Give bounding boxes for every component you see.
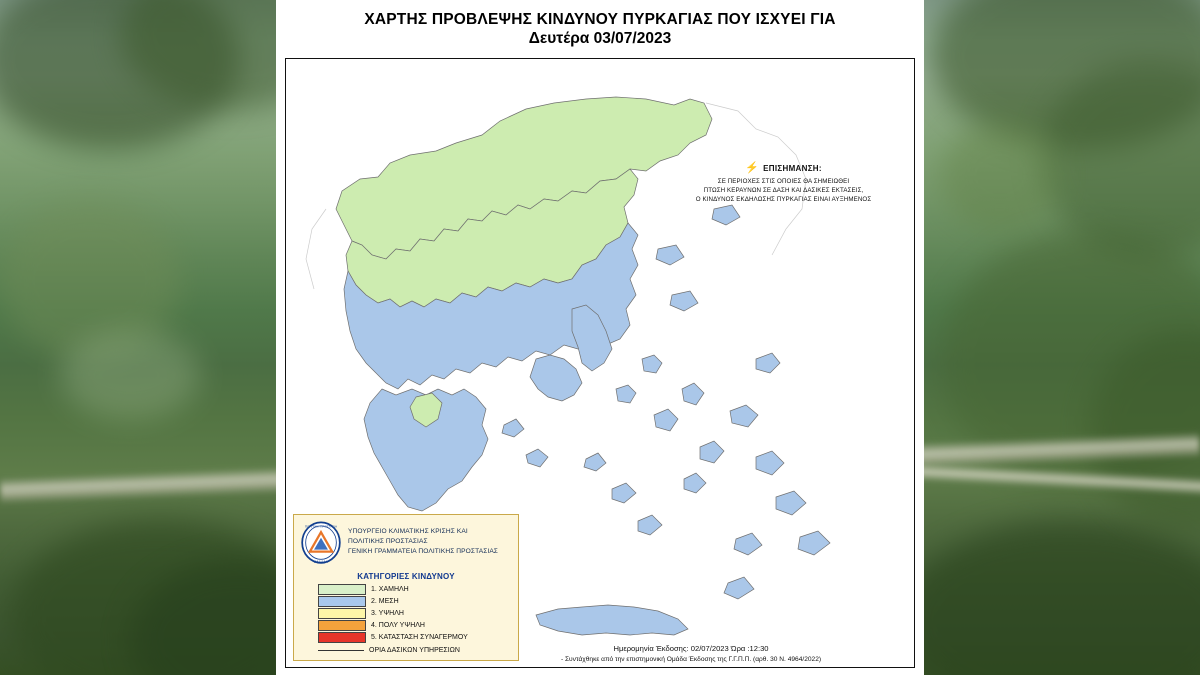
legend-item-3	[318, 608, 512, 619]
legend-header	[300, 521, 512, 567]
legend-item-4	[318, 620, 512, 631]
legend-swatch-5	[318, 632, 366, 643]
organization-name	[348, 521, 498, 557]
note-heading: ΕΠΙΣΗΜΑΝΣΗ:	[763, 164, 822, 173]
note-heading-row	[676, 163, 891, 174]
legend-label-3: 3. ΥΨΗΛΗ	[371, 610, 404, 617]
legend-label-5: 5. ΚΑΤΑΣΤΑΣΗ ΣΥΝΑΓΕΡΜΟΥ	[371, 634, 468, 641]
svg-text:ΠΟΛΙΤΙΚΗ ΠΡΟΣΤΑΣΙΑ: ΠΟΛΙΤΙΚΗ ΠΡΟΣΤΑΣΙΑ	[304, 524, 338, 529]
lightning-bolt-icon: ⚡	[745, 162, 760, 174]
credit-line: - Συντάχθηκε από την επιστημονική Ομάδα Έκδοσης της Γ.Γ.Π.Π. (αρθ. 30 Ν. 4964/2022)	[560, 656, 822, 663]
legend-title: ΚΑΤΗΓΟΡΙΕΣ ΚΙΝΔΥΝΟΥ	[357, 572, 455, 581]
legend-rows	[300, 584, 512, 643]
legend-label-1: 1. ΧΑΜΗΛΗ	[371, 586, 409, 593]
note-body-line-3: Ο ΚΙΝΔΥΝΟΣ ΕΚΔΗΛΩΣΗΣ ΠΥΡΚΑΓΙΑΣ ΕΙΝΑΙ ΑΥΞΗΜΕΝΟΣ	[695, 195, 872, 203]
civil-protection-logo-icon	[300, 521, 342, 567]
lightning-note	[676, 163, 891, 205]
note-body-line-2: ΠΤΩΣΗ ΚΕΡΑΥΝΩΝ ΣΕ ΔΑΣΗ ΚΑΙ ΔΑΣΙΚΕΣ ΕΚΤΑΣΕΙΣ,	[703, 186, 864, 194]
legend-swatch-2	[318, 596, 366, 607]
organization-line-1: ΥΠΟΥΡΓΕΙΟ ΚΛΙΜΑΤΙΚΗΣ ΚΡΙΣΗΣ ΚΑΙ	[348, 528, 468, 535]
map-card	[276, 0, 924, 675]
low-risk-regions[interactable]	[336, 97, 712, 307]
note-body	[676, 178, 891, 205]
legend-boundary-label: ΟΡΙΑ ΔΑΣΙΚΩΝ ΥΠΗΡΕΣΙΩΝ	[369, 647, 460, 654]
legend-swatch-3	[318, 608, 366, 619]
svg-text:ΕΛΛΑΔΑ: ΕΛΛΑΔΑ	[314, 559, 328, 564]
issue-date: Ημερομηνία Έκδοσης: 02/07/2023 Ώρα :12:30	[613, 644, 769, 653]
note-body-line-1: ΣΕ ΠΕΡΙΟΧΕΣ ΣΤΙΣ ΟΠΟΙΕΣ ΘΑ ΣΗΜΕΙΩΘΕΙ	[717, 178, 850, 185]
legend-item-1	[318, 584, 512, 595]
legend-item-5	[318, 632, 512, 643]
map-footer	[476, 644, 906, 663]
legend-panel	[293, 514, 519, 661]
organization-line-3: ΓΕΝΙΚΗ ΓΡΑΜΜΑΤΕΙΑ ΠΟΛΙΤΙΚΗΣ ΠΡΟΣΤΑΣΙΑΣ	[348, 547, 498, 555]
legend-label-2: 2. ΜΕΣΗ	[371, 598, 399, 605]
title-line-1: ΧΑΡΤΗΣ ΠΡΟΒΛΕΨΗΣ ΚΙΝΔΥΝΟΥ ΠΥΡΚΑΓΙΑΣ ΠΟΥ ΙΣΧΥΕΙ ΓΙΑ	[364, 11, 836, 28]
legend-swatch-4	[318, 620, 366, 631]
boundary-line-icon	[318, 650, 364, 651]
map-frame[interactable]	[285, 58, 915, 668]
title-line-2: Δευτέρα 03/07/2023	[528, 30, 672, 48]
legend-item-2	[318, 596, 512, 607]
legend-swatch-1	[318, 584, 366, 595]
legend-label-4: 4. ΠΟΛΥ ΥΨΗΛΗ	[371, 622, 425, 629]
organization-line-2: ΠΟΛΙΤΙΚΗΣ ΠΡΟΣΤΑΣΙΑΣ	[348, 537, 428, 545]
page-title	[276, 0, 924, 49]
